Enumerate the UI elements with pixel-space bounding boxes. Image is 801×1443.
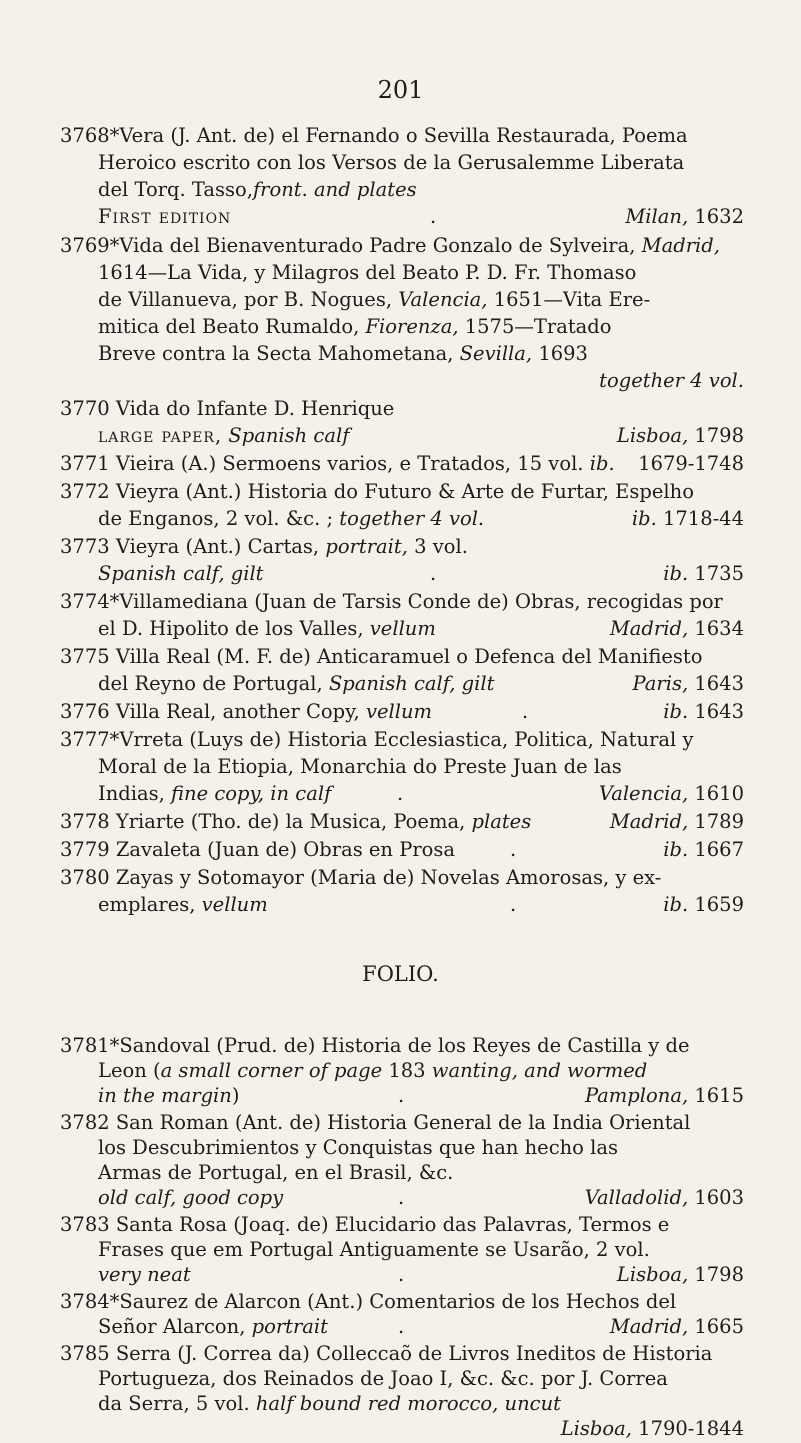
entry-3769-line-5: Breve contra la Secta Mahometana, Sevilla, 1693 [98, 342, 588, 365]
leader-dot: . [398, 1263, 405, 1286]
entry-3768-imprint: Milan, 1632 [625, 205, 744, 228]
entry-3777-imprint: Valencia, 1610 [598, 782, 744, 805]
leader-dot: . [398, 1084, 405, 1107]
entry-3783-imprint: Lisboa, 1798 [616, 1263, 744, 1286]
entry-3771-imprint: 1679-1748 [638, 452, 744, 475]
leader-dot: . [522, 700, 529, 723]
entry-3771-line-1: 3771 Vieira (A.) Sermoens varios, e Tratados, 15 vol. ib. [60, 452, 615, 475]
entry-3779-imprint: ib. 1667 [663, 838, 744, 861]
entry-3770-line-1: 3770 Vida do Infante D. Henrique [60, 397, 395, 420]
entry-3775-imprint: Paris, 1643 [632, 672, 744, 695]
entry-3781-line-1: 3781*Sandoval (Prud. de) Historia de los Reyes de Castilla y de [60, 1034, 690, 1057]
entry-3783-binding: very neat [98, 1263, 191, 1286]
entry-3769-line-1: 3769*Vida del Bienaventurado Padre Gonzalo de Sylveira, Madrid, [60, 234, 720, 257]
entry-3773-line-1: 3773 Vieyra (Ant.) Cartas, portrait, 3 vol. [60, 535, 468, 558]
entry-3779-line-1: 3779 Zavaleta (Juan de) Obras en Prosa [60, 838, 456, 861]
entry-3784-line-2: Señor Alarcon, portrait [98, 1315, 329, 1338]
entry-3769-line-4: mitica del Beato Rumaldo, Fiorenza, 1575—Tratado [98, 315, 612, 338]
entry-3782-line-1: 3782 San Roman (Ant. de) Historia General de la India Oriental [60, 1111, 691, 1134]
entry-3782-line-3: Armas de Portugal, en el Brasil, &c. [98, 1161, 454, 1184]
entry-3780-line-1: 3780 Zayas y Sotomayor (Maria de) Novelas Amorosas, y ex- [60, 866, 662, 889]
entry-3768-text: del Torq. Tasso, [98, 178, 253, 201]
entry-3770-line-2: large paper, Spanish calf [98, 424, 350, 447]
entry-3785-line-3: da Serra, 5 vol. half bound red morocco, uncut [98, 1392, 561, 1415]
entry-3785-line-2: Portugueza, dos Reinados de Joao I, &c. &c. por J. Correa [98, 1367, 668, 1390]
entry-3776-imprint: ib. 1643 [663, 700, 744, 723]
entry-3772-line-1: 3772 Vieyra (Ant.) Historia do Futuro & Arte de Furtar, Espelho [60, 480, 694, 503]
entry-3772-line-2: de Enganos, 2 vol. &c. ; together 4 vol. [98, 507, 485, 530]
entry-3782-binding: old calf, good copy [98, 1186, 284, 1209]
entry-3768-line-2: Heroico escrito con los Versos de la Gerusalemme Liberata [98, 151, 685, 174]
entry-3776-line-1: 3776 Villa Real, another Copy, vellum [60, 700, 433, 723]
entry-3783-line-1: 3783 Santa Rosa (Joaq. de) Elucidario das Palavras, Termos e [60, 1213, 670, 1236]
entry-3774-line-2: el D. Hipolito de los Valles, vellum [98, 617, 436, 640]
leader-dot: . [398, 1186, 405, 1209]
entry-3768-edition: First edition [98, 205, 232, 228]
entry-3774-line-1: 3774*Villamediana (Juan de Tarsis Conde de) Obras, recogidas por [60, 590, 723, 613]
entry-3768-description: front. and plates [252, 178, 417, 201]
entry-3781-line-2: Leon (a small corner of page 183 wanting, and wormed [98, 1059, 648, 1082]
entry-3785-imprint: Lisboa, 1790-1844 [560, 1417, 744, 1440]
entry-3784-imprint: Madrid, 1665 [609, 1315, 744, 1338]
leader-dot: . [430, 562, 437, 585]
leader-dot: . [397, 782, 404, 805]
entry-3775-line-2: del Reyno de Portugal, Spanish calf, gilt [98, 672, 495, 695]
entry-3769-volumes: together 4 vol. [599, 369, 744, 392]
entry-3773-imprint: ib. 1735 [663, 562, 744, 585]
entry-3777-line-3: Indias, fine copy, in calf [98, 782, 332, 805]
entry-3781-imprint: Pamplona, 1615 [584, 1084, 744, 1107]
section-heading: FOLIO. [362, 962, 439, 986]
entry-3782-line-2: los Descubrimientos y Conquistas que han hecho las [98, 1136, 618, 1159]
entry-3783-line-2: Frases que em Portugal Antiguamente se Usarão, 2 vol. [98, 1238, 650, 1261]
entry-3781-line-3: in the margin) [98, 1084, 240, 1107]
leader-dot: . [510, 838, 517, 861]
entry-3784-line-1: 3784*Saurez de Alarcon (Ant.) Comentarios de los Hechos del [60, 1290, 677, 1313]
page-number: 201 [377, 76, 424, 104]
entry-3780-line-2: emplares, vellum [98, 893, 268, 916]
entry-3778-imprint: Madrid, 1789 [609, 810, 744, 833]
entry-3772-imprint: ib. 1718-44 [631, 507, 744, 530]
entry-3782-imprint: Valladolid, 1603 [584, 1186, 744, 1209]
entry-3768-line-1: 3768*Vera (J. Ant. de) el Fernando o Sevilla Restaurada, Poema [60, 124, 688, 147]
entry-3769-line-2: 1614—La Vida, y Milagros del Beato P. D. Fr. Thomaso [98, 261, 637, 284]
leader-dot: . [510, 893, 517, 916]
entry-3774-imprint: Madrid, 1634 [609, 617, 744, 640]
entry-3778-line-1: 3778 Yriarte (Tho. de) la Musica, Poema, plates [60, 810, 532, 833]
entry-3775-line-1: 3775 Villa Real (M. F. de) Anticaramuel o Defenca del Manifiesto [60, 645, 703, 668]
entry-3770-imprint: Lisboa, 1798 [616, 424, 744, 447]
entry-3777-line-1: 3777*Vrreta (Luys de) Historia Ecclesiastica, Politica, Natural y [60, 728, 694, 751]
leader-dot: . [398, 1315, 405, 1338]
entry-3785-line-1: 3785 Serra (J. Correa da) Colleccaõ de Livros Ineditos de Historia [60, 1342, 713, 1365]
entry-3768-line-3 [98, 176, 417, 204]
entry-3773-binding: Spanish calf, gilt [98, 562, 264, 585]
entry-3777-line-2: Moral de la Etiopia, Monarchia do Preste Juan de las [98, 755, 622, 778]
leader-dot: . [430, 205, 437, 228]
entry-3780-imprint: ib. 1659 [663, 893, 744, 916]
entry-3769-line-3: de Villanueva, por B. Nogues, Valencia, 1651—Vita Ere- [98, 288, 651, 311]
